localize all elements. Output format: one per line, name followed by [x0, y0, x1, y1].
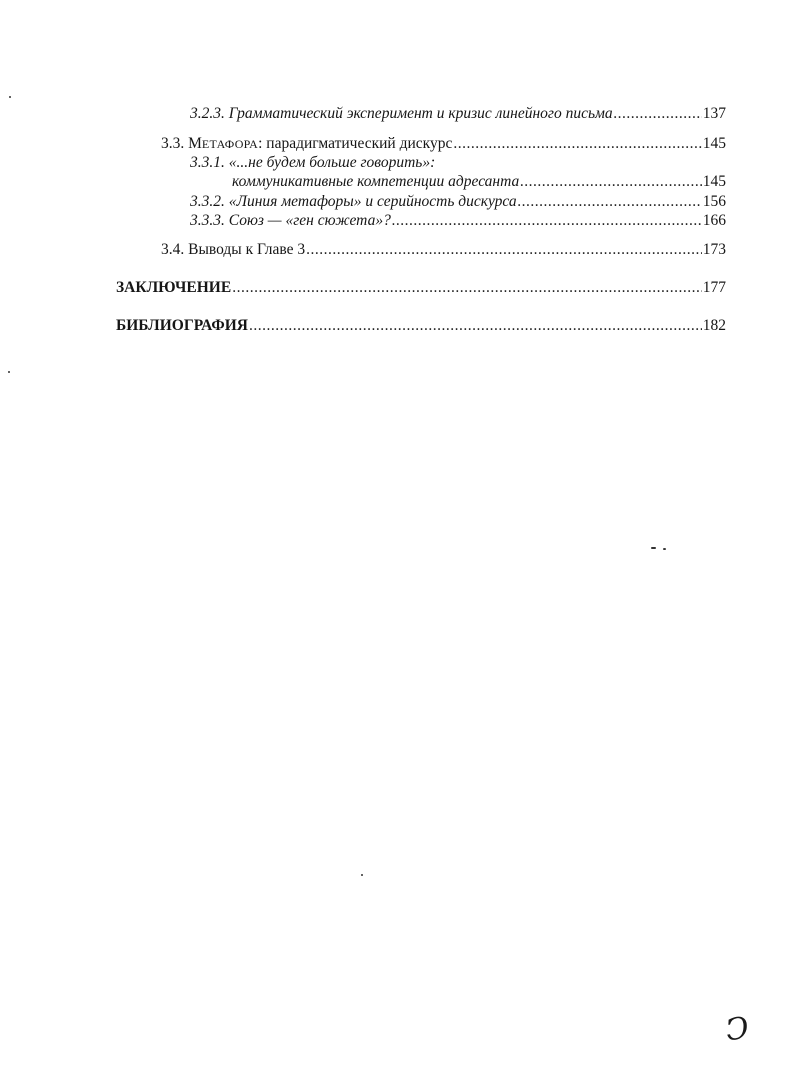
toc-entry-3-3-1-continued: [232, 172, 726, 191]
toc-entry-label: 3.2.3. Грамматический эксперимент и кризис линейного письма: [190, 105, 613, 122]
toc-entry-3-2-3: [190, 104, 726, 123]
toc-entry-bibliography: [116, 316, 726, 335]
handwritten-page-mark: Ͻ: [723, 1010, 752, 1049]
scan-speck: [651, 547, 656, 549]
toc-entry-label: 3.3.2. «Линия метафоры» и серийность дискурса: [190, 193, 517, 210]
dot-leader: [306, 240, 702, 259]
toc-entry-3-3-2: [190, 192, 726, 211]
toc-entry-label: 3.3.3. Союз — «ген сюжета»?: [190, 212, 391, 229]
scan-speck: [8, 371, 10, 373]
dot-leader: [614, 104, 702, 123]
toc-page-number: 145: [702, 135, 726, 152]
toc-label-rest: : парадигматический дискурс: [258, 135, 453, 152]
toc-entry-label: [161, 134, 452, 154]
toc-entry-label: БИБЛИОГРАФИЯ: [116, 317, 248, 334]
toc-entry-label: 3.3.1. «...не будем больше говорить»:: [190, 154, 436, 171]
toc-label-small-caps: ЕТАФОРА: [201, 137, 259, 151]
dot-leader: [518, 192, 702, 211]
toc-entry-label: ЗАКЛЮЧЕНИЕ: [116, 279, 232, 296]
toc-page-number: 145: [702, 173, 726, 190]
toc-page-number: 173: [702, 241, 726, 258]
toc-entry-label: 3.4. Выводы к Главе 3: [161, 241, 306, 258]
scan-speck: [361, 874, 363, 876]
toc-entry-label: коммуникативные компетенции адресанта: [232, 173, 520, 190]
toc-entry-3-3-3: [190, 211, 726, 230]
toc-page-number: 156: [702, 193, 726, 210]
toc-label-prefix: 3.3. М: [161, 135, 202, 152]
dot-leader: [232, 278, 702, 297]
toc-page-number: 166: [702, 212, 726, 229]
toc-page-number: 182: [702, 317, 726, 334]
scan-speck: [663, 548, 666, 550]
dot-leader: [520, 172, 702, 191]
toc-entry-3-3: [161, 134, 726, 154]
scan-speck: [9, 96, 11, 98]
toc-page-number: 177: [702, 279, 726, 296]
toc-entry-3-4: [161, 240, 726, 259]
dot-leader: [453, 134, 701, 153]
toc-entry-conclusion: [116, 278, 726, 297]
toc-entry-3-3-1: [190, 153, 726, 172]
dot-leader: [249, 316, 702, 335]
dot-leader: [392, 211, 702, 230]
toc-page-number: 137: [702, 105, 726, 122]
